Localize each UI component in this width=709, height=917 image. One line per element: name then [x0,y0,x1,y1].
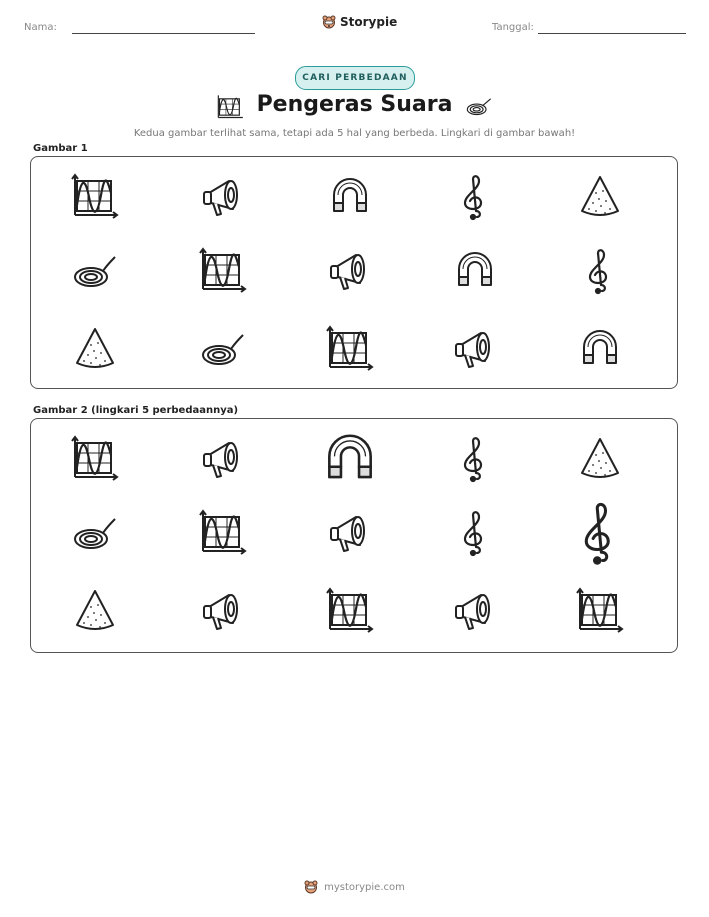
megaphone-icon[interactable] [199,587,247,635]
megaphone-icon [451,325,499,373]
coil-icon[interactable] [71,509,119,557]
megaphone-icon [199,173,247,221]
cone-icon [71,325,119,373]
megaphone-icon[interactable] [199,435,247,483]
treble-clef-icon [576,247,624,295]
treble-clef-icon[interactable] [451,509,499,557]
activity-badge: CARI PERBEDAAN [295,66,415,90]
magnet-icon [576,325,624,373]
date-line[interactable] [538,33,686,34]
coil-icon [71,247,119,295]
graph-icon [199,247,247,295]
graph-icon[interactable] [199,509,247,557]
megaphone-icon[interactable] [451,587,499,635]
treble-clef-icon [451,173,499,221]
coil-icon [199,325,247,373]
graph-icon[interactable] [576,587,624,635]
date-label: Tanggal: [492,22,534,33]
magnet-icon [451,247,499,295]
treble-clef-icon[interactable] [567,500,633,566]
picture-1-panel [30,156,678,389]
storypie-mascot-icon [322,15,336,29]
name-line[interactable] [72,33,255,34]
instructions: Kedua gambar terlihat sama, tetapi ada 5 hal yang berbeda. Lingkari di gambar bawah! [133,128,576,139]
name-label: Nama: [24,22,57,33]
picture-2-panel[interactable] [30,418,678,653]
section1-label: Gambar 1 [33,143,88,154]
footer [0,880,709,894]
page-title: Pengeras Suara [256,92,453,117]
magnet-icon [326,173,374,221]
megaphone-icon[interactable] [326,509,374,557]
cone-icon [576,173,624,221]
graph-icon [326,325,374,373]
brand-logo [322,15,397,29]
megaphone-icon [326,247,374,295]
graph-icon[interactable] [71,435,119,483]
treble-clef-icon[interactable] [451,435,499,483]
section2-label: Gambar 2 (lingkari 5 perbedaannya) [33,405,239,416]
graph-icon[interactable] [326,587,374,635]
title-coil-icon [465,95,493,123]
storypie-mascot-icon [304,880,318,894]
magnet-icon[interactable] [319,428,381,490]
cone-icon[interactable] [576,435,624,483]
footer-url: mystorypie.com [324,881,405,893]
cone-icon[interactable] [71,587,119,635]
graph-icon [71,173,119,221]
brand-name: Storypie [340,15,398,29]
